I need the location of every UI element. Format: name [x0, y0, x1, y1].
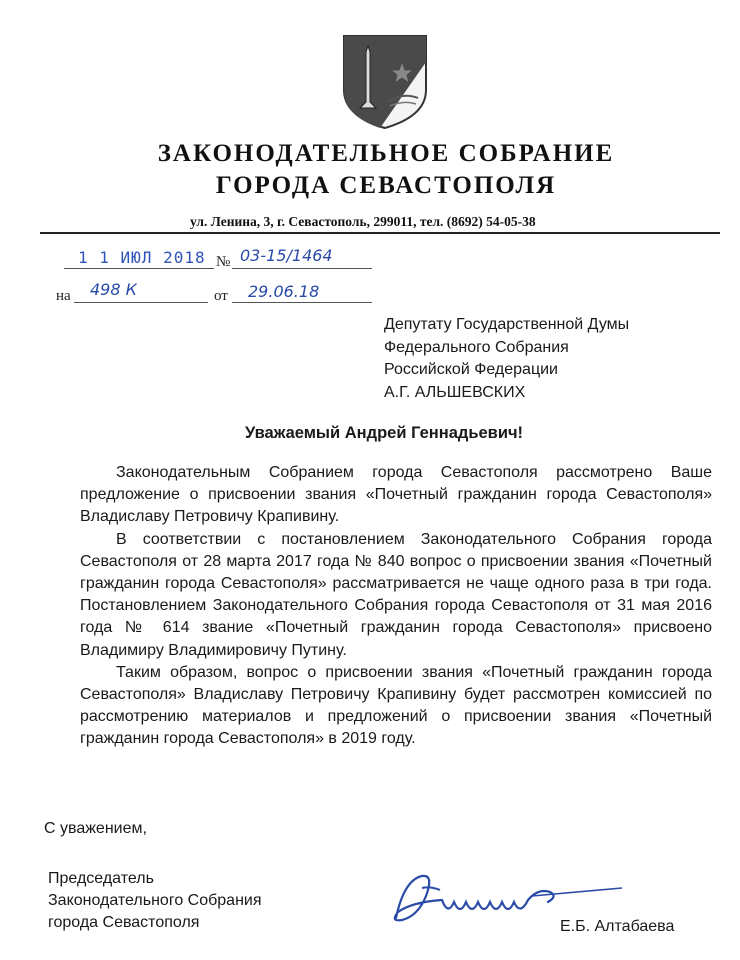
signer-position-line-2: Законодательного Собрания [48, 892, 262, 909]
from-label: от [214, 288, 228, 304]
signer-position-line-3: города Севастополя [48, 914, 200, 931]
organization-address: ул. Ленина, 3, г. Севастополь, 299011, тел. (8692) 54-05-38 [190, 214, 536, 229]
salutation: Уважаемый Андрей Геннадьевич! [244, 424, 524, 442]
organization-name-line-2: ГОРОДА СЕВАСТОПОЛЯ [215, 172, 557, 199]
coat-of-arms-icon [340, 32, 430, 130]
number-label: № [216, 254, 231, 270]
date-line [64, 268, 214, 269]
body-paragraph-2: В соответствии с постановлением Законодательного Собрания города Севастополя от 28 марта 2017 года № 840 вопрос о присвоении звания «Почетный гражданин города Севастополя» рассматривается не чаще одного раза в три года. Постановлением Законодательного Собрания города Севастополя от 31 мая 2016 года № 614 звание «Почетный гражданин города Севастополя» присвоено Владимиру Владимировичу Путину. [80, 530, 712, 659]
header-divider [40, 232, 720, 234]
closing: С уважением, [44, 820, 147, 837]
body-paragraph-3: Таким образом, вопрос о присвоении звания «Почетный гражданин города Севастополя» Владиславу Петровичу Крапивину будет рассмотрен комиссией по рассмотрению материалов и предложений о присвоении звания «Почетный гражданин города Севастополя» в 2019 году. [80, 663, 712, 748]
ref-value: 498 К [90, 280, 137, 299]
signer-position-line-1: Председатель [48, 870, 154, 887]
addressee-block [384, 314, 629, 404]
signer-position [48, 868, 262, 934]
signer-name: Е.Б. Алтабаева [560, 918, 675, 935]
from-value: 29.06.18 [248, 282, 320, 301]
organization-name-line-1: ЗАКОНОДАТЕЛЬНОЕ СОБРАНИЕ [157, 140, 615, 167]
letter-body [80, 462, 712, 751]
body-paragraph-1: Законодательным Собранием города Севастополя рассмотрено Ваше предложение о присвоении звания «Почетный гражданин города Севастополя» Владиславу Петровичу Крапивину. [80, 464, 712, 526]
addressee-line-2: Федерального Собрания [384, 338, 569, 356]
addressee-line-1: Депутату Государственной Думы [384, 316, 630, 333]
ref-line [74, 302, 208, 303]
ref-label: на [56, 288, 71, 304]
from-line [232, 302, 372, 303]
addressee-line-3: Российской Федерации [384, 361, 558, 378]
date-stamp: 1 1 ИЮЛ 2018 [78, 248, 206, 267]
number-line [232, 268, 372, 269]
number-value: 03-15/1464 [240, 246, 333, 265]
addressee-line-4: А.Г. АЛЬШЕВСКИХ [384, 383, 526, 401]
